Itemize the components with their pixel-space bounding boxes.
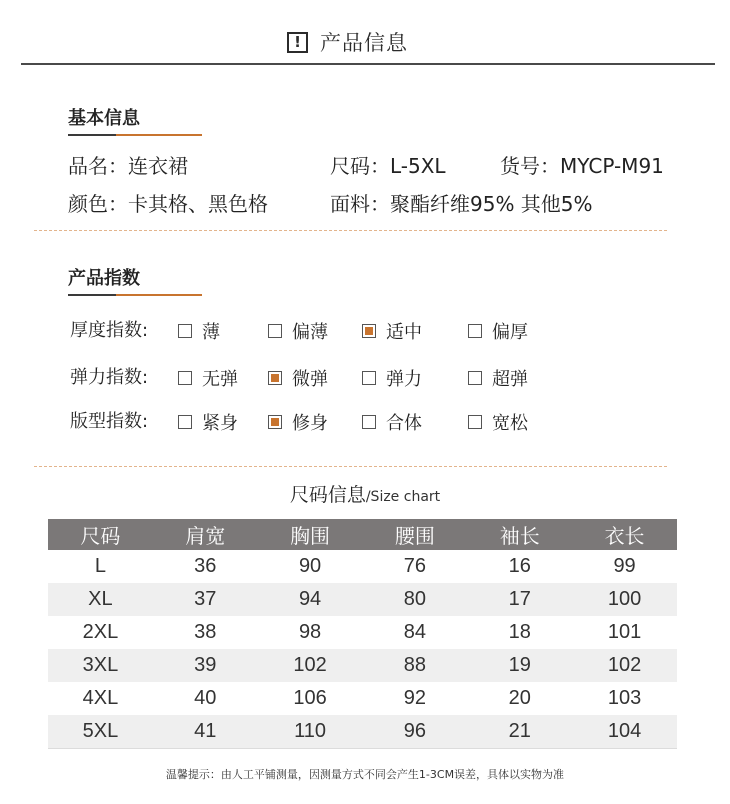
table-cell: 104	[572, 715, 677, 749]
index-option-text: 适中	[386, 322, 422, 343]
index-option[interactable]	[362, 409, 422, 435]
table-cell: 84	[403, 621, 427, 643]
table-cell: 94	[258, 583, 363, 616]
product-name-label: 品名：	[68, 154, 128, 178]
table-cell: 80	[362, 583, 467, 616]
table-cell: 20	[508, 687, 531, 709]
checkbox-checked-icon[interactable]	[268, 371, 282, 385]
product-fabric	[330, 188, 593, 217]
index-option-text: 修身	[292, 413, 328, 434]
table-row	[48, 715, 677, 749]
header-title-group	[287, 27, 408, 57]
product-name-value: 连衣裙	[128, 154, 188, 178]
product-fabric-value: 聚酯纤维95% 其他5%	[390, 192, 593, 216]
table-cell: 39	[153, 649, 258, 682]
basic-info-title: 基本信息	[68, 108, 140, 129]
table-cell: 101	[607, 621, 642, 643]
index-option-text: 微弹	[292, 369, 328, 390]
index-option[interactable]	[268, 365, 328, 391]
index-option[interactable]	[468, 365, 528, 391]
table-cell: 40	[194, 687, 217, 709]
table-cell: 37	[153, 583, 258, 616]
checkbox-icon[interactable]	[468, 371, 482, 385]
table-cell: 18	[508, 621, 531, 643]
column-header: 肩宽	[153, 519, 258, 550]
table-cell: 19	[467, 649, 572, 682]
measurement-note: 温馨提示：由人工平铺测量，因测量方式不同会产生1-3CM误差，具体以实物为准	[165, 768, 565, 781]
table-row	[48, 616, 677, 649]
column-header: 胸围	[258, 519, 363, 550]
table-cell: 103	[607, 687, 642, 709]
index-option-text: 紧身	[202, 413, 238, 434]
table-cell: 38	[194, 621, 217, 643]
index-option-text: 无弹	[202, 369, 238, 390]
size-table	[48, 519, 677, 749]
index-option[interactable]	[468, 318, 528, 344]
section-divider-1	[34, 230, 667, 231]
index-option-text: 偏厚	[492, 322, 528, 343]
basic-info-underline	[68, 134, 202, 136]
index-option-text: 宽松	[492, 413, 528, 434]
product-sku	[500, 150, 664, 179]
index-row-label: 弹力指数:	[70, 367, 149, 388]
checkbox-icon[interactable]	[268, 324, 282, 338]
product-color	[68, 188, 268, 217]
product-index-title: 产品指数	[68, 268, 140, 289]
checkbox-icon[interactable]	[178, 324, 192, 338]
table-row	[48, 583, 677, 616]
table-cell: XL	[48, 583, 153, 616]
index-option-text: 弹力	[386, 369, 422, 390]
page-header	[0, 0, 730, 64]
product-size-label: 尺码：	[330, 154, 390, 178]
table-cell: 4XL	[82, 687, 119, 709]
product-sku-label: 货号：	[500, 154, 560, 178]
checkbox-checked-icon[interactable]	[362, 324, 376, 338]
section-divider-2	[34, 466, 667, 467]
index-option[interactable]	[268, 318, 328, 344]
exclamation-icon: !	[287, 32, 308, 53]
table-row	[48, 550, 677, 583]
size-chart-title-en: /Size chart	[365, 489, 441, 505]
column-header: 尺码	[48, 519, 153, 550]
product-color-label: 颜色：	[68, 192, 128, 216]
index-option[interactable]	[268, 409, 328, 435]
header-divider	[21, 63, 715, 65]
table-cell: 16	[508, 555, 531, 577]
table-cell: 102	[572, 649, 677, 682]
table-cell: 41	[153, 715, 258, 749]
table-cell: 88	[362, 649, 467, 682]
table-cell: 21	[467, 715, 572, 749]
table-cell: 5XL	[48, 715, 153, 749]
table-cell: 36	[194, 555, 217, 577]
checkbox-icon[interactable]	[362, 371, 376, 385]
table-cell: 106	[293, 687, 327, 709]
size-chart-title-cn: 尺码信息	[289, 484, 366, 506]
index-row-label: 版型指数:	[70, 411, 149, 432]
index-option[interactable]	[362, 365, 422, 391]
column-header: 衣长	[572, 519, 677, 550]
index-row-label: 厚度指数:	[70, 320, 149, 341]
index-option-text: 超弹	[492, 369, 528, 390]
product-index-underline	[68, 294, 202, 296]
table-cell: 96	[362, 715, 467, 749]
checkbox-checked-icon[interactable]	[268, 415, 282, 429]
product-sku-value: MYCP-M91	[560, 154, 664, 178]
checkbox-icon[interactable]	[468, 415, 482, 429]
index-option[interactable]	[468, 409, 528, 435]
table-cell: 3XL	[48, 649, 153, 682]
index-option-text: 薄	[202, 322, 220, 343]
page-title: 产品信息	[320, 31, 408, 55]
checkbox-icon[interactable]	[468, 324, 482, 338]
table-cell: 110	[258, 715, 363, 749]
index-option[interactable]	[178, 365, 238, 391]
table-cell: L	[94, 555, 106, 577]
table-cell: 76	[403, 555, 427, 577]
table-cell: 2XL	[82, 621, 119, 643]
table-cell: 90	[298, 555, 322, 577]
table-cell: 98	[298, 621, 322, 643]
product-size-value: L-5XL	[390, 154, 446, 178]
product-size	[330, 150, 446, 179]
table-cell: 17	[467, 583, 572, 616]
table-cell: 102	[258, 649, 363, 682]
table-header-row	[48, 519, 677, 550]
index-option[interactable]	[178, 318, 220, 344]
column-header: 腰围	[362, 519, 467, 550]
product-name	[68, 150, 188, 179]
checkbox-icon[interactable]	[178, 371, 192, 385]
column-header: 袖长	[467, 519, 572, 550]
table-row	[48, 649, 677, 682]
index-option[interactable]	[362, 318, 422, 344]
table-cell: 99	[613, 555, 636, 577]
checkbox-icon[interactable]	[178, 415, 192, 429]
table-row	[48, 682, 677, 715]
checkbox-icon[interactable]	[362, 415, 376, 429]
product-color-value: 卡其格、黑色格	[128, 192, 268, 216]
table-cell: 92	[403, 687, 427, 709]
index-option-text: 偏薄	[292, 322, 328, 343]
size-chart-title	[0, 480, 730, 507]
index-option[interactable]	[178, 409, 238, 435]
product-fabric-label: 面料：	[330, 192, 390, 216]
index-option-text: 合体	[386, 413, 422, 434]
table-cell: 100	[572, 583, 677, 616]
